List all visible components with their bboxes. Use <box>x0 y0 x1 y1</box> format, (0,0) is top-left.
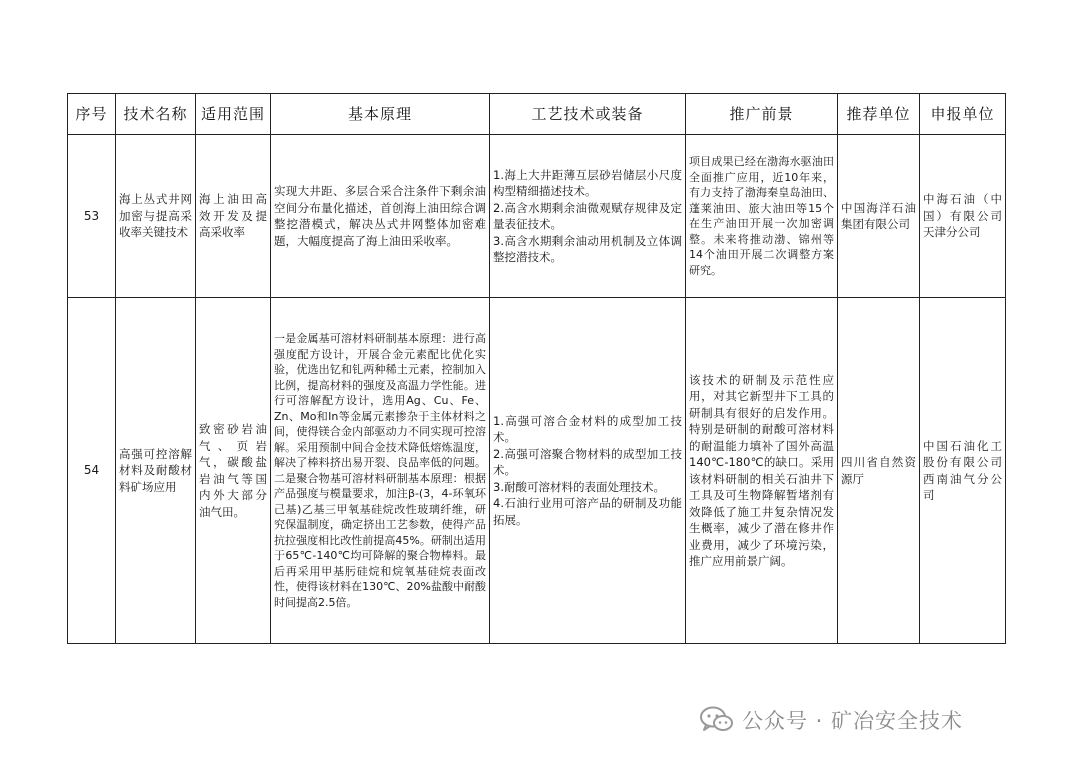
row-scope: 海上油田高效开发及提高采收率 <box>196 135 271 298</box>
technology-table <box>67 93 1006 644</box>
row-serial-number: 53 <box>68 135 116 298</box>
row-applicant: 中国石油化工股份有限公司西南油气分公司 <box>920 298 1006 644</box>
row-recommender: 四川省自然资源厅 <box>838 298 920 644</box>
row-prospect: 该技术的研制及示范性应用，对其它新型井下工具的研制具有很好的启发作用。特别是研制的耐酸可溶材料的耐温能力填补了国外高温140℃-180℃的缺口。采用该材料研制的相关石油井下工具及可生物降解暂堵剂有效降低了施工井复杂情况发生概率，减少了潜在修井作业费用，减少了环境污染，推广应用前景广阔。 <box>686 298 838 644</box>
row-process <box>490 298 686 644</box>
header-technology-name: 技术名称 <box>116 94 196 135</box>
row-process <box>490 135 686 298</box>
table-row <box>68 135 1006 298</box>
wechat-icon <box>700 706 734 734</box>
header-applicant: 申报单位 <box>920 94 1006 135</box>
row-prospect: 项目成果已经在渤海水驱油田全面推广应用，近10年来，有力支持了渤海秦皇岛油田、蓬莱油田、旅大油田等15个在生产油田开展一次加密调整。未来将推动渤、锦州等14个油田开展二次调整方案研究。 <box>686 135 838 298</box>
header-scope: 适用范围 <box>196 94 271 135</box>
watermark-text: 公众号 · 矿冶安全技术 <box>742 709 964 733</box>
row-principle: 实现大井距、多层合采合注条件下剩余油空间分布量化描述，首创海上油田综合调整挖潜模式，解决丛式井网整体加密难题，大幅度提高了海上油田采收率。 <box>271 135 490 298</box>
row-principle: 一是金属基可溶材料研制基本原理：进行高强度配方设计，开展合金元素配比优化实验，优选出钇和钆两种稀土元素，控制加入比例，提高材料的强度及高温力学性能。进行可溶解配方设计，选用Ag、Cu、Fe、Zn、Mo和In等金属元素掺杂于主体材料之间，使得镁合金内部驱动力不同实现可控溶解。采用预制中间合金技术降低熔炼温度，解决了棒料挤出易开裂、良品率低的问题。二是聚合物基可溶材料研制基本原理：根据产品强度与模量要求，加注β-(3，4-环氧环己基)乙基三甲氧基硅烷改性玻璃纤维，研究保温制度，确定挤出工艺参数，使得产品抗拉强度相比改性前提高45%。研制出适用于65℃-140℃均可降解的聚合物棒料。最后再采用甲基肟硅烷和烷氧基硅烷表面改性，使得该材料在130℃、20%盐酸中耐酸时间提高2.5倍。 <box>271 298 490 644</box>
table-header-row <box>68 94 1006 135</box>
header-prospect: 推广前景 <box>686 94 838 135</box>
header-principle: 基本原理 <box>271 94 490 135</box>
row-scope: 致密砂岩油气、页岩气，碳酸盐岩油气等国内外大部分油气田。 <box>196 298 271 644</box>
row-technology-name: 海上丛式井网加密与提高采收率关键技术 <box>116 135 196 298</box>
header-serial-number: 序号 <box>68 94 116 135</box>
header-process: 工艺技术或装备 <box>490 94 686 135</box>
table-row <box>68 298 1006 644</box>
row-process-text: 1.高强可溶合金材料的成型加工技术。 2.高强可溶聚合物材料的成型加工技术。 3.耐酸可溶材料的表面处理技术。 4.石油行业用可溶产品的研制及功能拓展。 <box>493 413 682 527</box>
row-technology-name: 高强可控溶解材料及耐酸材料矿场应用 <box>116 298 196 644</box>
row-serial-number: 54 <box>68 298 116 644</box>
watermark <box>700 700 963 740</box>
header-recommender: 推荐单位 <box>838 94 920 135</box>
row-recommender: 中国海洋石油集团有限公司 <box>838 135 920 298</box>
row-process-text: 1.海上大井距薄互层砂岩储层小尺度构型精细描述技术。 2.高含水期剩余油微观赋存规律及定量表征技术。 3.高含水期剩余油动用机制及立体调整挖潜技术。 <box>493 167 682 264</box>
row-applicant: 中海石油（中国）有限公司天津分公司 <box>920 135 1006 298</box>
